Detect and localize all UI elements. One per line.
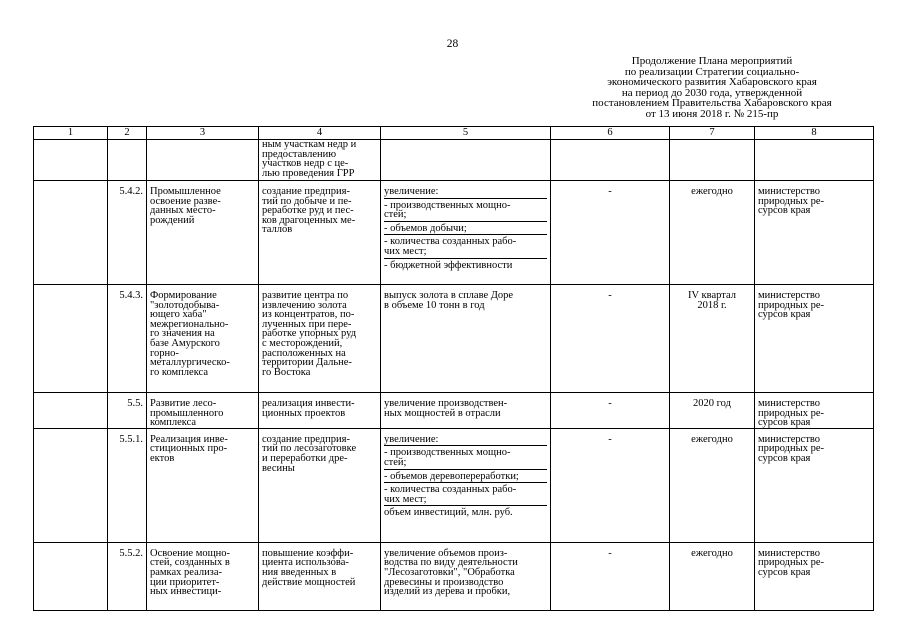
header-line: экономического развития Хабаровского края [607,76,817,89]
cell-blank [34,428,108,542]
indicator-item: - производственных мощно- стей; [384,199,547,222]
column-number: 6 [551,127,670,140]
indicator-item: увеличение: [384,181,547,199]
table-row [34,393,874,429]
cell-responsible: министерство природных ре- сурсов края [755,542,874,610]
table-row [34,542,874,610]
plan-table [33,126,874,611]
header-line: на период до 2030 года, утвержденной [621,86,803,99]
column-number: 4 [259,127,381,140]
cell-measure-name: Реализация инве- стиционных про- ектов [147,428,259,542]
cell-indicators [381,428,551,542]
cell-indicators [381,140,551,181]
cell-responsible [755,140,874,181]
cell-blank [34,285,108,393]
cell-indicators [381,393,551,429]
cell-term: ежегодно [670,542,755,610]
cell-indicators [381,542,551,610]
column-number: 2 [108,127,147,140]
cell-term: 2020 год [670,393,755,429]
indicator-item: - производственных мощно- стей; [384,446,547,469]
header-line: по реализации Стратегии социально- [624,65,800,78]
cell-responsible: министерство природных ре- сурсов края [755,428,874,542]
indicator-item: увеличение: [384,429,547,447]
indicator-item: объем инвестиций, млн. руб. [384,507,513,519]
cell-funding: - [551,393,670,429]
cell-item-number: 5.5. [108,393,147,429]
indicator-item: увеличение объемов произ- водства по виду деятельности "Лесозаготовки", "Обработка древесины и производство изделий из дерева и пробки, [384,547,518,598]
cell-item-number: 5.4.2. [108,181,147,285]
cell-funding: - [551,428,670,542]
cell-measure-name [147,140,259,181]
header-line: Продолжение Плана мероприятий [631,55,793,67]
column-number-row [34,127,874,140]
cell-term [670,140,755,181]
cell-measure-name: Развитие лесо- промышленного комплекса [147,393,259,429]
plan-table-body [34,140,874,611]
column-number: 5 [381,127,551,140]
cell-indicators [381,181,551,285]
cell-measure-name: Формирование "золотодобыва- ющего хаба" межрегионально- го значения на базе Амурского горно- металлургическо- го комплекса [147,285,259,393]
table-row [34,181,874,285]
indicator-item: - количества созданных рабо- чих мест; [384,235,547,258]
table-row [34,285,874,393]
indicator-item: - бюджетной эффективности [384,259,513,271]
cell-funding [551,140,670,181]
cell-item-number: 5.5.1. [108,428,147,542]
cell-funding: - [551,285,670,393]
cell-action: ным участкам недр и предоставлению участков недр с це- лью проведения ГРР [259,140,381,181]
indicator-item: - объемов добычи; [384,222,547,236]
cell-item-number [108,140,147,181]
cell-action: развитие центра по извлечению золота из концентратов, по- лученных при пере- работке упорных руд с месторождений, расположенных на территории Дальне- го Востока [259,285,381,393]
page-number: 28 [446,38,459,50]
cell-responsible: министерство природных ре- сурсов края [755,181,874,285]
cell-action: создание предприя- тий по добыче и пе- реработке руд и пес- ков драгоценных ме- таллов [259,181,381,285]
cell-term: IV квартал 2018 г. [670,285,755,393]
cell-indicators [381,285,551,393]
table-row [34,428,874,542]
cell-item-number: 5.5.2. [108,542,147,610]
table-row [34,140,874,181]
cell-term: ежегодно [670,181,755,285]
cell-term: ежегодно [670,428,755,542]
column-number: 7 [670,127,755,140]
cell-blank [34,181,108,285]
cell-funding: - [551,181,670,285]
cell-measure-name: Освоение мощно- стей, созданных в рамках реализа- ции приоритет- ных инвестици- [147,542,259,610]
indicator-item: увеличение производствен- ных мощностей в отрасли [384,398,508,419]
indicator-item: выпуск золота в сплаве Доре в объеме 10 тонн в год [384,290,514,311]
indicator-item: - количества созданных рабо- чих мест; [384,483,547,506]
cell-action: реализация инвести- ционных проектов [259,393,381,429]
cell-funding: - [551,542,670,610]
column-number: 8 [755,127,874,140]
column-number: 3 [147,127,259,140]
cell-item-number: 5.4.3. [108,285,147,393]
cell-responsible: министерство природных ре- сурсов края [755,393,874,429]
cell-responsible: министерство природных ре- сурсов края [755,285,874,393]
column-number: 1 [34,127,108,140]
cell-action: создание предприя- тий по лесозаготовке и переработки дре- весины [259,428,381,542]
cell-measure-name: Промышленное освоение разве- данных место- рождений [147,181,259,285]
indicator-item: - объемов деревопереработки; [384,470,547,484]
document-header [552,56,872,120]
cell-action: повышение коэффи- циента использова- ния введенных в действие мощностей [259,542,381,610]
header-line: постановлением Правительства Хабаровского края [592,97,832,110]
cell-blank [34,140,108,181]
cell-blank [34,542,108,610]
header-line: от 13 июня 2018 г. № 215-пр [645,107,779,120]
cell-blank [34,393,108,429]
